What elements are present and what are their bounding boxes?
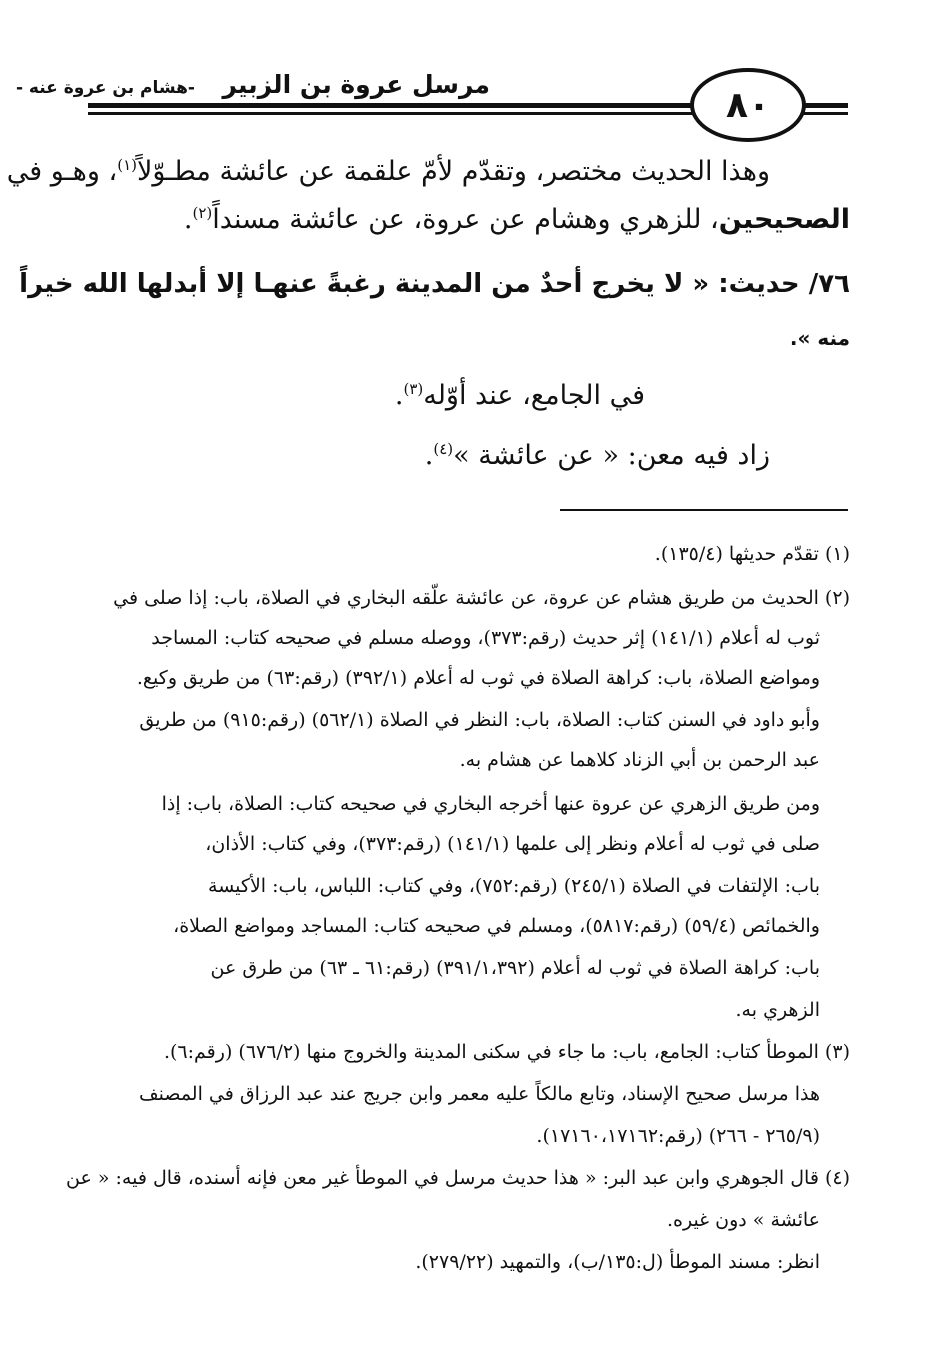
footnote-line: باب: كراهة الصلاة في ثوب له أعلام (٣٩١/١،٣٩٢) (رقم:٦١ ـ ٦٣) من طرق عن xyxy=(210,957,820,979)
footnote-line: (٣) الموطأ كتاب: الجامع، باب: ما جاء في سكنى المدينة والخروج منها (٦٧٦/٢) (رقم:٦). xyxy=(163,1041,850,1063)
body-text: في الجامع، عند أوّله xyxy=(423,380,645,411)
page-number: ٨٠ xyxy=(726,84,770,126)
footnote-separator xyxy=(560,509,848,511)
footnote-ref: (٤) xyxy=(433,440,454,458)
body-line-2 xyxy=(184,200,850,240)
hadith-text: « لا يخرج أحدٌ من المدينة رغبةً عنهـا إلا أبدلها الله خيراً xyxy=(19,269,710,299)
hadith-text-end: منه ». xyxy=(789,326,850,350)
footnote-line: عبد الرحمن بن أبي الزناد كلاهما عن هشام به. xyxy=(459,749,820,771)
footnote-line: انظر: مسند الموطأ (ل:١٣٥/ب)، والتمهيد (٢٧٩/٢٢). xyxy=(415,1251,820,1273)
body-text: وهذا الحديث مختصر، وتقدّم لأمّ علقمة عن عائشة مطـوّلاً xyxy=(137,156,770,187)
body-text: زاد فيه معن: « عن عائشة » xyxy=(453,440,770,471)
footnote-line: باب: الإلتفات في الصلاة (٢٤٥/١) (رقم:٧٥٢)، وفي كتاب: اللباس، باب: الأكيسة xyxy=(208,875,820,897)
page-number-badge xyxy=(690,68,806,142)
body-text: . xyxy=(183,204,193,235)
hadith-line-end xyxy=(790,318,850,358)
hadith-line xyxy=(19,264,850,304)
footnote-ref: (٣) xyxy=(403,380,424,398)
footnote-ref: (١) xyxy=(117,156,138,174)
body-line-1 xyxy=(7,152,770,192)
footnote-ref: (٢) xyxy=(192,204,213,222)
footnote-line: هذا مرسل صحيح الإسناد، وتابع مالكاً عليه معمر وابن جريج عند عبد الرزاق في المصنف xyxy=(138,1083,820,1105)
body-text: ، وهـو في xyxy=(6,156,118,187)
emphasis-word: الصحيحين xyxy=(718,204,850,235)
footnote-line: صلى في ثوب له أعلام ونظر إلى علمها (١٤١/١) (رقم:٣٧٣)، وفي كتاب: الأذان، xyxy=(205,833,820,855)
body-text: . xyxy=(424,440,434,471)
footnote-line: ومواضع الصلاة، باب: كراهة الصلاة في ثوب له أعلام (٣٩٢/١) (رقم:٦٣) من طريق وكيع. xyxy=(136,667,820,689)
body-text: . xyxy=(394,380,404,411)
footnote-line: وأبو داود في السنن كتاب: الصلاة، باب: النظر في الصلاة (٥٦٢/١) (رقم:٩١٥) من طريق xyxy=(139,709,820,731)
footnote-line: والخمائص (٥٩/٤) (رقم:٥٨١٧)، ومسلم في صحيحه كتاب: المساجد ومواضع الصلاة، xyxy=(173,915,820,937)
body-line-maan xyxy=(425,436,770,476)
body-text: ، للزهري وهشام عن عروة، عن عائشة مسنداً xyxy=(212,204,719,235)
footnote-line: (٢) الحديث من طريق هشام عن عروة، عن عائشة علّقه البخاري في الصلاة، باب: إذا صلى في xyxy=(113,587,850,609)
running-header-title: مرسل عروة بن الزبير xyxy=(222,70,490,99)
body-line-jami xyxy=(395,376,645,416)
footnote-line: عائشة » دون غيره. xyxy=(666,1209,820,1231)
footnote-line: ومن طريق الزهري عن عروة عنها أخرجه البخاري في صحيحه كتاب: الصلاة، باب: إذا xyxy=(161,793,820,815)
hadith-label: حديث: xyxy=(718,269,800,299)
footnote-line: الزهري به. xyxy=(735,999,820,1021)
footnote-line: (١) تقدّم حديثها (١٣٥/٤). xyxy=(654,543,850,565)
footnote-line: (٢٦٥/٩ - ٢٦٦) (رقم:١٧١٦٠،١٧١٦٢). xyxy=(536,1125,820,1147)
running-header-subtitle: -هشام بن عروة عنه - xyxy=(15,78,195,98)
hadith-number: ٧٦/ xyxy=(808,269,850,299)
footnote-line: (٤) قال الجوهري وابن عبد البر: « هذا حديث مرسل في الموطأ غير معن فإنه أسنده، قال فيه: « عن xyxy=(66,1167,850,1189)
footnote-line: ثوب له أعلام (١٤١/١) إثر حديث (رقم:٣٧٣)، ووصله مسلم في صحيحه كتاب: المساجد xyxy=(151,627,820,649)
